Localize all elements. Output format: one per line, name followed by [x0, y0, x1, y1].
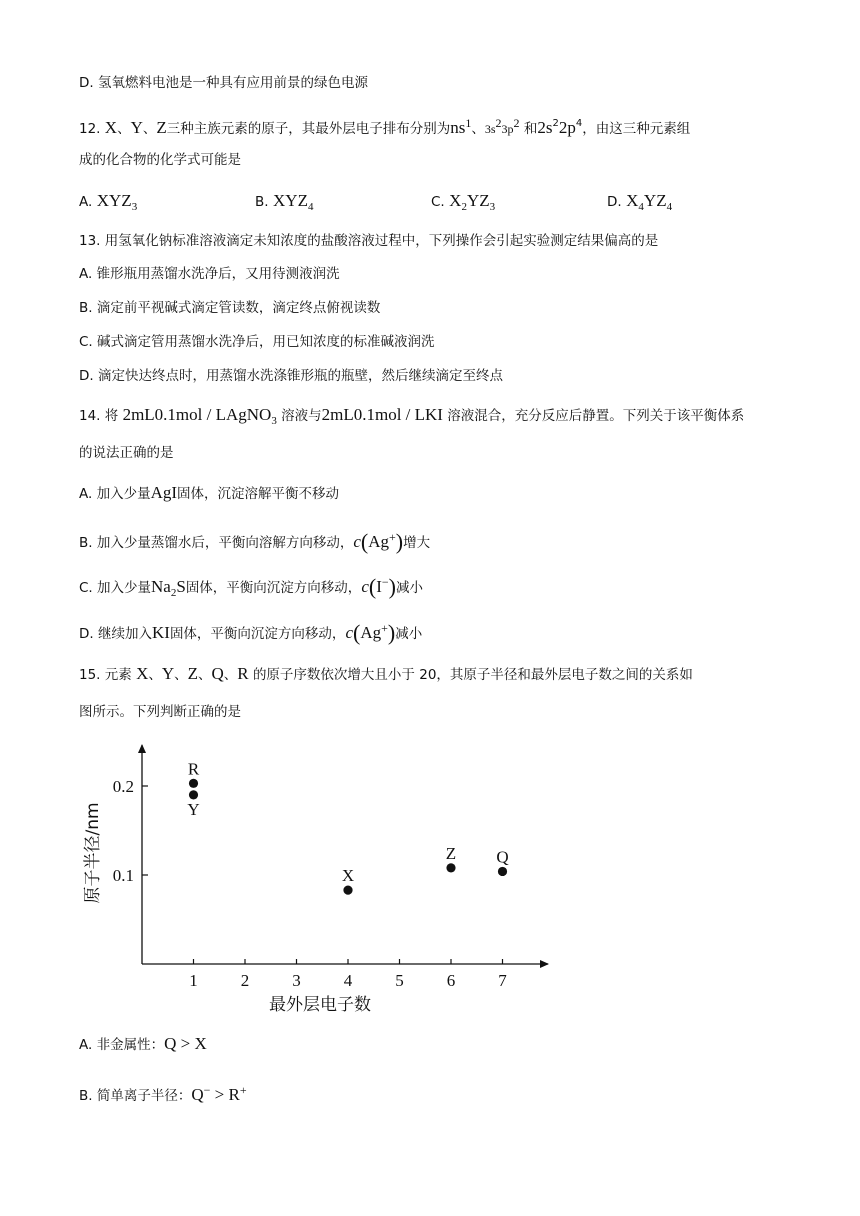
point-x: [343, 886, 352, 895]
q12-and: 和: [523, 121, 538, 137]
q12-option-b-formula: XYZ: [273, 191, 308, 210]
q12-option-c-tail: YZ: [466, 191, 490, 210]
point-z: [446, 863, 455, 872]
q14-option-c-formula: Na: [151, 577, 171, 596]
q14-text1: 溶液与: [281, 408, 322, 424]
q15-option-b-gt: > R: [210, 1085, 240, 1104]
q14-option-c-sub: 2: [170, 587, 177, 599]
q14-text2: 溶液混合，充分反应后静置。下列关于该平衡体系: [447, 408, 745, 424]
q15-option-b-q: Q: [191, 1085, 204, 1104]
y-tick-label: 0.2: [112, 777, 134, 796]
q14-formula2: 2mL0.1mol / LKI: [321, 405, 443, 424]
q14-option-d-pre: D. 继续加入: [79, 626, 152, 642]
q14-option-b-ion: Ag: [368, 532, 389, 551]
point-q: [498, 867, 507, 876]
q13-option-a: A. 锥形瓶用蒸馏水洗净后，又用待测液润洗: [79, 266, 340, 282]
q12-text2: ，由这三种元素组: [582, 121, 691, 137]
q14-formula1-sub: 3: [271, 415, 277, 427]
x-tick-label: 5: [395, 971, 404, 990]
q15-sep3: 、: [198, 667, 212, 683]
x-tick-label: 7: [498, 971, 507, 990]
q12-option-c-tail-sub: 3: [489, 201, 496, 213]
q14-option-a-pre: A. 加入少量: [79, 486, 151, 502]
q12-option-a-label: A.: [79, 194, 93, 210]
q14-option-c-rparen: ): [388, 574, 396, 599]
q12-option-b: [255, 191, 313, 217]
q12-stem-line1: [79, 113, 690, 139]
y-axis-label: 原子半径/nm: [83, 802, 103, 904]
q13-stem: 13. 用氢氧化钠标准溶液滴定未知浓度的盐酸溶液过程中，下列操作会引起实验测定结果偏高的是: [79, 233, 659, 249]
q15-number: 15. 元素: [79, 667, 132, 683]
q14-option-a-post: 固体，沉淀溶解平衡不移动: [177, 486, 340, 502]
q14-option-b: [79, 527, 430, 553]
q15-option-a-text: A. 非金属性：: [79, 1037, 165, 1053]
q15-sep2: 、: [174, 667, 188, 683]
q14-option-d-sup: +: [381, 621, 388, 635]
x-tick-label: 3: [292, 971, 301, 990]
point-label-q: Q: [496, 847, 509, 867]
x-tick-label: 4: [343, 971, 353, 990]
data-points: [187, 759, 508, 894]
q14-option-d-rparen: ): [387, 620, 396, 645]
q12-stem-line2: 成的化合物的化学式可能是: [79, 152, 241, 168]
q14-option-b-lparen: (: [360, 529, 369, 554]
x-tick-label: 1: [189, 971, 198, 990]
q12-sep1: 、: [117, 121, 131, 137]
q14-option-b-sup: +: [389, 530, 396, 544]
q12-option-d-sub: 4: [638, 201, 644, 213]
q12-option-a: [79, 191, 137, 217]
q12-option-c-sub: 2: [461, 201, 467, 213]
radius-scatter-chart: [70, 735, 570, 1020]
q14-option-c-c: c: [361, 577, 369, 596]
q15-option-b-qsup: −: [203, 1083, 211, 1097]
q12-options: [79, 191, 799, 215]
q14-stem-line1: [79, 405, 744, 431]
q15-stem-line2: 图所示。下列判断正确的是: [79, 704, 241, 720]
q12-number: 12.: [79, 121, 101, 137]
point-r: [189, 779, 198, 788]
q14-option-d-formula: KI: [151, 623, 170, 642]
q14-formula1: 2mL0.1mol / LAgNO: [122, 405, 272, 424]
q12-sep3: 、: [471, 121, 485, 137]
q15-sep1: 、: [148, 667, 162, 683]
q12-cfg2: 3s: [484, 122, 496, 136]
point-label-z: Z: [445, 843, 457, 863]
q14-stem-line2: 的说法正确的是: [79, 445, 174, 461]
q15-q: Q: [211, 664, 224, 683]
q14-option-b-rparen: ): [395, 529, 404, 554]
q12-y: Y: [130, 118, 143, 137]
q15-option-a: [79, 1034, 207, 1055]
q14-option-d-lparen: (: [352, 620, 361, 645]
q14-option-c-formula2: S: [176, 577, 186, 596]
q12-cfg1-sup: 1: [465, 116, 472, 130]
q12-option-a-formula: XYZ: [96, 191, 132, 210]
q15-z: Z: [187, 664, 199, 683]
q12-text1: 三种主族元素的原子，其最外层电子排布分别为: [166, 121, 451, 137]
q14-option-c-ion: I: [376, 577, 382, 596]
point-label-r: R: [187, 759, 200, 779]
q12-z: Z: [156, 118, 167, 137]
q14-option-b-post: 增大: [403, 535, 431, 551]
q14-option-c-sup: −: [381, 575, 389, 589]
q12-cfg3b-sup: 4: [575, 118, 583, 129]
q15-option-a-formula: Q > X: [164, 1034, 207, 1053]
q15-option-b-text: B. 简单离子半径：: [79, 1088, 192, 1104]
q12-option-c-label: C.: [431, 194, 445, 210]
q14-option-c: [79, 572, 423, 603]
q14-option-d-ion: Ag: [360, 623, 382, 642]
q14-option-c-pre: C. 加入少量: [79, 580, 152, 596]
q12-option-d-tail: YZ: [643, 191, 667, 210]
q13-option-c: C. 碱式滴定管用蒸馏水洗净后，用已知浓度的标准碱液润洗: [79, 334, 435, 350]
q14-option-b-c: c: [353, 532, 361, 551]
q12-option-a-sub: 3: [131, 201, 138, 213]
point-label-y: Y: [187, 799, 200, 819]
q15-option-b: [79, 1080, 247, 1106]
x-axis-label: 最外层电子数: [269, 995, 371, 1015]
q12-option-c: [431, 191, 495, 217]
q12-cfg1: ns: [450, 118, 466, 137]
q14-option-d-mid: 固体，平衡向沉淀方向移动，: [169, 626, 346, 642]
q15-stem-line1: [79, 664, 693, 685]
q15-x: X: [136, 664, 149, 683]
q12-cfg3a-sup: 2: [552, 118, 559, 129]
q12-option-d-label: D.: [607, 194, 622, 210]
q15-y: Y: [161, 664, 175, 683]
q12-x: X: [104, 118, 118, 137]
q12-cfg2-sup1: 2: [495, 116, 502, 130]
q12-option-b-label: B.: [255, 194, 269, 210]
x-tick-label: 6: [446, 971, 456, 990]
q15-r: R: [237, 664, 249, 683]
q12-option-b-sub: 4: [307, 201, 314, 213]
q14-option-b-pre: B. 加入少量蒸馏水后，平衡向溶解方向移动，: [79, 535, 354, 551]
q14-option-a: [79, 483, 339, 504]
q11-option-d: D. 氢氧燃料电池是一种具有应用前景的绿色电源: [79, 75, 368, 91]
q15-sep4: 、: [223, 667, 238, 683]
point-label-x: X: [341, 866, 355, 886]
q12-option-d: [607, 191, 672, 217]
point-y: [189, 790, 198, 799]
q12-option-d-formula: X: [626, 191, 639, 210]
q15-option-b-rsup: +: [239, 1083, 247, 1097]
q12-cfg3b: 2p: [558, 118, 576, 137]
q14-option-d-post: 减小: [395, 626, 423, 642]
y-ticks: [113, 777, 148, 885]
q14-number: 14. 将: [79, 408, 119, 424]
q12-cfg3a: 2s: [537, 118, 553, 137]
y-tick-label: 0.1: [112, 866, 134, 885]
q12-sep2: 、: [142, 121, 157, 137]
q14-option-c-mid: 固体，平衡向沉淀方向移动，: [185, 580, 362, 596]
q14-option-c-post: 减小: [395, 580, 423, 596]
q14-option-d: [79, 618, 422, 644]
x-tick-label: 2: [240, 971, 250, 990]
q14-option-a-formula: AgI: [150, 483, 178, 502]
q13-option-b: B. 滴定前平视碱式滴定管读数，滴定终点俯视读数: [79, 300, 381, 316]
q12-option-d-tail-sub: 4: [666, 201, 673, 213]
q12-option-c-formula: X: [449, 191, 462, 210]
q13-option-d: D. 滴定快达终点时，用蒸馏水洗涤锥形瓶的瓶壁，然后继续滴定至终点: [79, 368, 503, 384]
q14-option-d-c: c: [345, 623, 353, 642]
q15-stem-tail: 的原子序数依次增大且小于 20，其原子半径和最外层电子数之间的关系如: [252, 667, 693, 683]
q12-cfg2b: 3p: [501, 122, 514, 136]
q14-option-c-lparen: (: [368, 574, 377, 599]
q12-cfg2-sup2: 2: [513, 116, 520, 130]
